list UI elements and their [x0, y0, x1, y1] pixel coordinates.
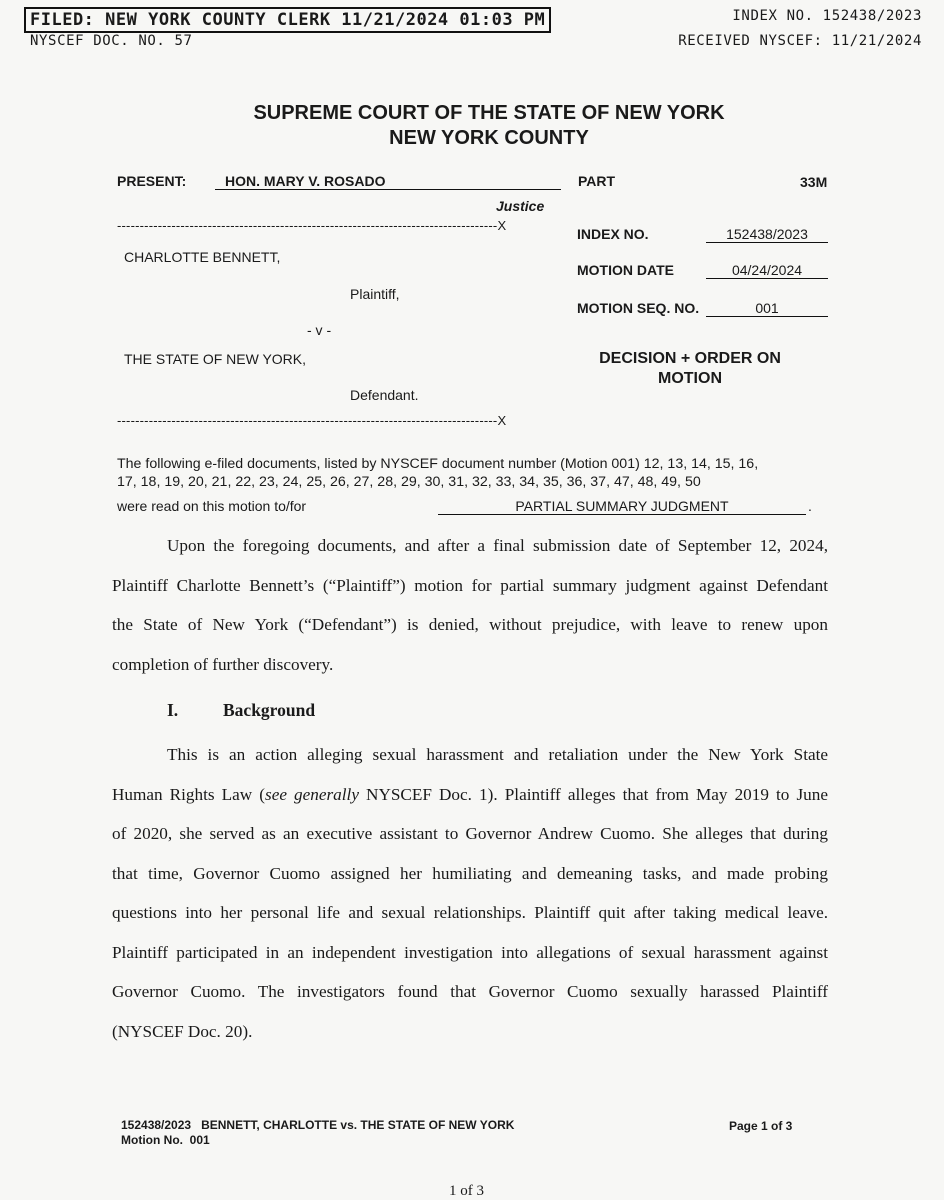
intro-line: completion of further discovery. [112, 654, 334, 674]
motion-date-label: MOTION DATE [577, 262, 674, 278]
justice-name: HON. MARY V. ROSADO [215, 173, 561, 190]
intro-line: Upon the foregoing documents, and after a final submission date of September 12, 2024, [167, 536, 828, 555]
background-line: (NYSCEF Doc. 20). [112, 1021, 253, 1041]
intro-paragraph [112, 526, 828, 684]
decision-heading-line2: MOTION [658, 370, 722, 387]
caption-divider-bottom: ------------------------------------------------------------------------------------X [117, 413, 507, 428]
footer-page-of: Page 1 of 3 [729, 1119, 793, 1133]
index-label: INDEX NO. [577, 226, 649, 242]
intro-line: the State of New York (“Defendant”) is denied, without prejudice, with leave to renew upon [112, 615, 828, 634]
intro-line: Plaintiff Charlotte Bennett’s (“Plaintiff”) motion for partial summary judgment against Defendant [112, 575, 828, 595]
motion-date-value: 04/24/2024 [706, 262, 828, 279]
part-value: 33M [800, 174, 828, 190]
footer-motion-number: Motion No. 001 [121, 1133, 210, 1147]
decision-heading-line1: DECISION + ORDER ON [599, 350, 781, 367]
background-line: Plaintiff participated in an independent investigation into allegations of sexual harassment against [112, 942, 828, 962]
plaintiff-name: CHARLOTTE BENNETT, [124, 249, 281, 265]
plaintiff-role: Plaintiff, [350, 286, 400, 302]
citation-signal: see generally [265, 784, 359, 804]
index-value: 152438/2023 [706, 226, 828, 243]
efiled-line-3: were read on this motion to/for [117, 498, 307, 514]
defendant-name: THE STATE OF NEW YORK, [124, 351, 307, 367]
section-number: I. [167, 700, 179, 720]
county-name: NEW YORK COUNTY [389, 127, 589, 149]
background-line: Governor Cuomo. The investigators found that Governor Cuomo sexually harassed Plaintiff [112, 982, 828, 1001]
caption-divider-top: ------------------------------------------------------------------------------------X [117, 218, 507, 233]
filed-stamp: FILED: NEW YORK COUNTY CLERK 11/21/2024 01:03 PM [24, 7, 551, 33]
versus: - v - [307, 322, 332, 338]
footer-case-line: 152438/2023 BENNETT, CHARLOTTE vs. THE STATE OF NEW YORK [121, 1118, 515, 1132]
nyscef-doc-number: NYSCEF DOC. NO. 57 [30, 33, 193, 49]
received-date: RECEIVED NYSCEF: 11/21/2024 [678, 33, 922, 49]
section-title: Background [223, 700, 316, 720]
motion-for-period: . [808, 498, 812, 514]
motion-seq-value: 001 [706, 300, 828, 317]
bottom-page-number: 1 of 3 [449, 1183, 484, 1199]
motion-seq-label: MOTION SEQ. NO. [577, 300, 700, 316]
justice-title: Justice [496, 198, 545, 214]
background-line: This is an action alleging sexual harassment and retaliation under the New York State [167, 745, 828, 764]
background-line [112, 775, 828, 815]
index-number-header: INDEX NO. 152438/2023 [732, 8, 922, 24]
present-label: PRESENT: [117, 173, 187, 189]
background-paragraph [112, 735, 828, 1051]
part-label: PART [578, 173, 616, 189]
defendant-role: Defendant. [350, 387, 419, 403]
background-text: Human Rights Law ( [112, 784, 266, 804]
background-line: of 2020, she served as an executive assistant to Governor Andrew Cuomo. She alleges that during [112, 824, 828, 843]
background-line: that time, Governor Cuomo assigned her humiliating and demeaning tasks, and made probing [112, 863, 828, 883]
motion-for-value: PARTIAL SUMMARY JUDGMENT [438, 498, 806, 515]
efiled-line-1: The following e-filed documents, listed by NYSCEF document number (Motion 001) 12, 13, 14, 15, 16, [117, 456, 759, 472]
efiled-line-2: 17, 18, 19, 20, 21, 22, 23, 24, 25, 26, 27, 28, 29, 30, 31, 32, 33, 34, 35, 36, 37, 47, 48, 49, 50 [117, 474, 701, 490]
court-name: SUPREME COURT OF THE STATE OF NEW YORK [253, 102, 725, 124]
background-line: questions into her personal life and sexual relationships. Plaintiff quit after taking medical leave. [112, 903, 828, 922]
background-text: NYSCEF Doc. 1). Plaintiff alleges that from May 2019 to June [358, 784, 828, 804]
